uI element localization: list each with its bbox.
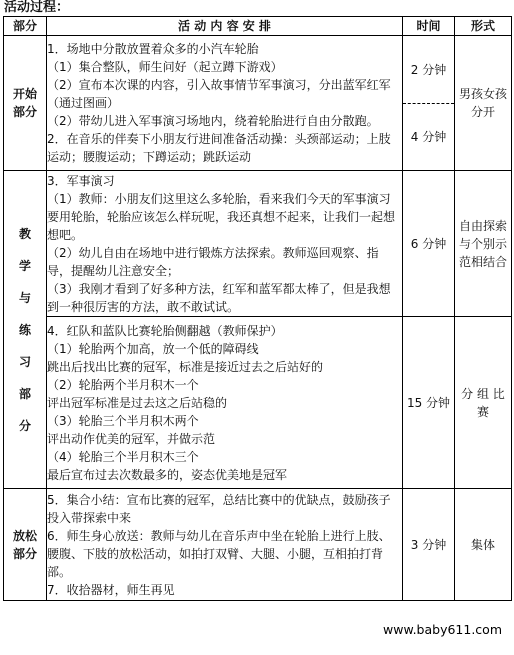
table-row xyxy=(4,171,512,317)
form-competition: 分 组 比 赛 xyxy=(455,317,512,489)
table-row xyxy=(4,317,512,489)
content-line: 6．师生身心放送：教师与幼儿在音乐声中坐在轮胎上进行上肢、腰腹、下肢的放松活动，如拍打双臂、大腿、小腿，互相拍打背部。 xyxy=(47,528,391,579)
content-line: （3）轮胎三个半月积木两个 xyxy=(47,413,199,428)
content-line: 评出冠军标准是过去这之后站稳的 xyxy=(47,395,228,410)
site-watermark: www.baby611.com xyxy=(383,622,502,637)
content-line: 1．场地中分散放置着众多的小汽车轮胎 xyxy=(47,42,259,56)
content-line: （1）轮胎两个加高，放一个低的障碍线 xyxy=(47,341,259,356)
page-heading: 活动过程： xyxy=(4,0,70,15)
content-line: 最后宣布过去次数最多的，姿态优美地是冠军 xyxy=(47,467,288,482)
time-competition: 15 分钟 xyxy=(403,317,455,489)
content-line: 评出动作优美的冠军，并做示范 xyxy=(47,431,216,446)
content-line: （2）带幼儿进入军事演习场地内，绕着轮胎进行自由分散跑。 xyxy=(47,114,379,128)
header-form: 形式 xyxy=(455,17,512,36)
table-header-row xyxy=(4,17,512,36)
header-time: 时间 xyxy=(403,17,455,36)
content-line: （2）轮胎两个半月积木一个 xyxy=(47,377,199,392)
content-line: （2）幼儿自由在场地中进行锻炼方法探索。教师巡回观察、指导，提醒幼儿注意安全； xyxy=(47,245,379,278)
content-teaching xyxy=(47,171,403,317)
content-line: （1）集合整队，师生问好（起立蹲下游戏） xyxy=(47,60,283,74)
time-teaching: 6 分钟 xyxy=(403,171,455,317)
header-content: 活 动 内 容 安 排 xyxy=(47,17,403,36)
time-value: 4 分钟 xyxy=(410,130,447,145)
content-line: 4．红队和蓝队比赛轮胎侧翻越（教师保护） xyxy=(47,323,283,338)
segment-teaching: 教 学 与 练 习 部 分 xyxy=(4,171,47,489)
header-segment: 部分 xyxy=(4,17,47,36)
content-relax xyxy=(47,489,403,601)
content-start xyxy=(47,36,403,171)
time-start xyxy=(403,36,455,171)
content-line: 2．在音乐的伴奏下小朋友行进间准备活动操：头颈部运动；上肢运动；腰腹运动；下蹲运动；跳跃运动 xyxy=(47,132,391,164)
content-line: （2）宣布本次课的内容，引入故事情节军事演习，分出蓝军红军（通过图画） xyxy=(47,78,391,110)
time-value: 2 分钟 xyxy=(403,36,454,104)
content-line: 跳出后找出比赛的冠军，标准是接近过去之后站好的 xyxy=(47,359,324,374)
content-competition xyxy=(47,317,403,489)
content-line: 7．收拾器材，师生再见 xyxy=(47,582,175,597)
table-row xyxy=(4,489,512,601)
content-line: 3．军事演习 xyxy=(47,173,115,188)
time-relax: 3 分钟 xyxy=(403,489,455,601)
activity-table xyxy=(3,16,512,601)
form-teaching: 自由探索与个别示范相结合 xyxy=(455,171,512,317)
content-line: 5．集合小结：宣布比赛的冠军，总结比赛中的优缺点，鼓励孩子投入带探索中来 xyxy=(47,492,391,525)
form-start: 男孩女孩分开 xyxy=(455,36,512,171)
table-row xyxy=(4,36,512,171)
content-line: （1）教师：小朋友们这里这么多轮胎，看来我们今天的军事演习要用轮胎，轮胎应该怎么样玩呢，我还真想不起来，让我们一起想想吧。 xyxy=(47,191,396,242)
content-line: （4）轮胎三个半月积木三个 xyxy=(47,449,199,464)
segment-relax: 放松 部分 xyxy=(4,489,47,601)
form-relax: 集体 xyxy=(455,489,512,601)
content-line: （3）我刚才看到了好多种方法，红军和蓝军都太棒了，但是我想到一种很厉害的方法，敢不敢试试。 xyxy=(47,281,391,314)
segment-start: 开始 部分 xyxy=(4,36,47,171)
